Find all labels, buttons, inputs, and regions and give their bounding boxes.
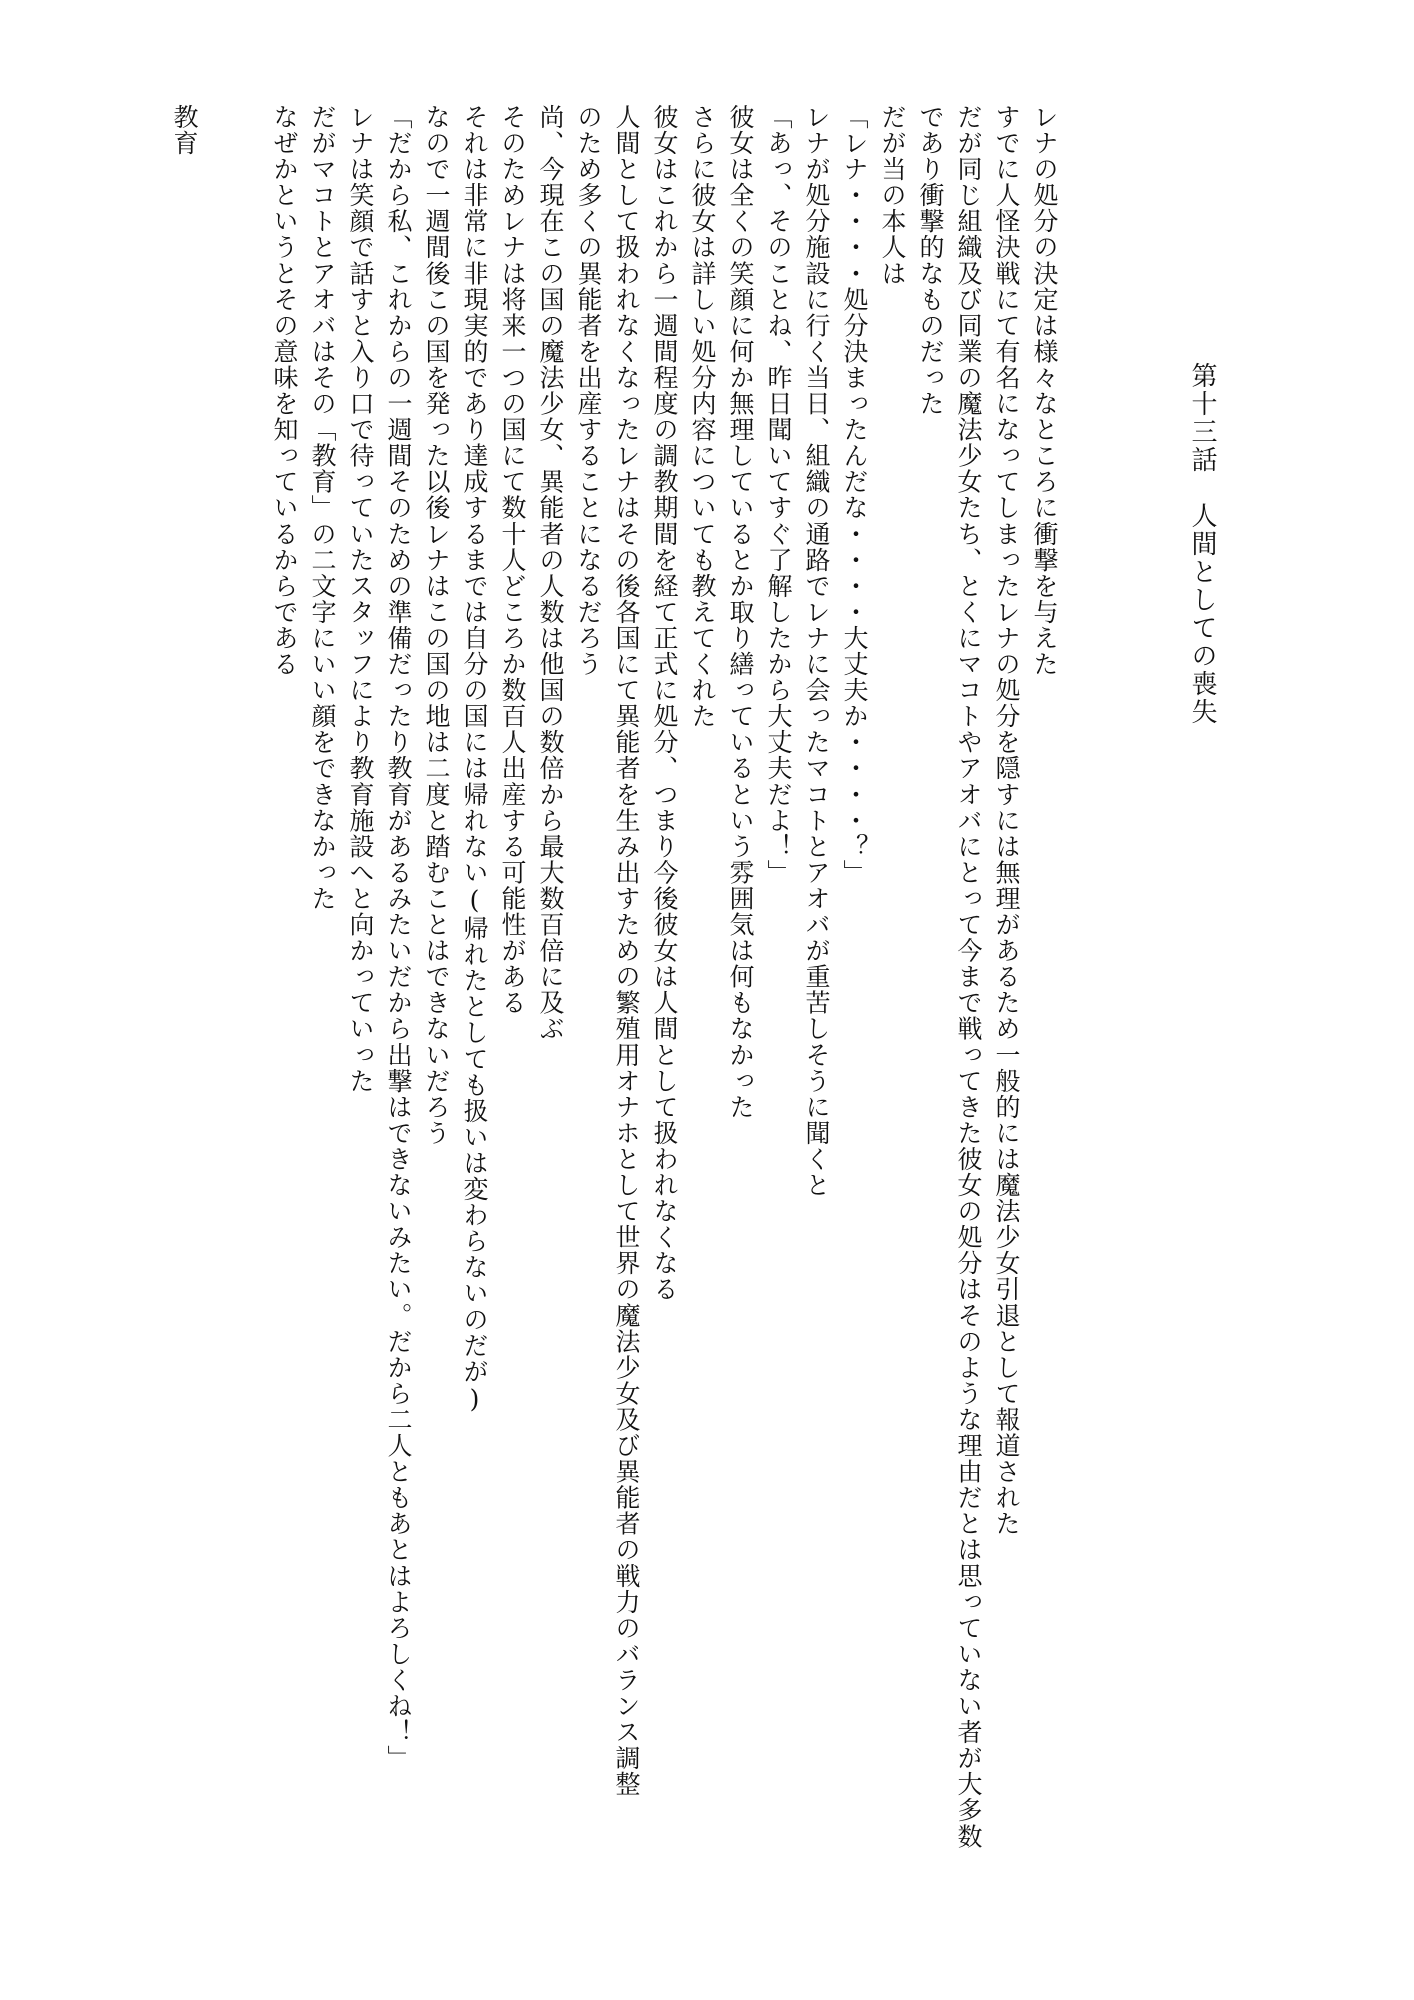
text-line: レナが処分施設に行く当日、組織の通路でレナに会ったマコトとアオバが重苦しそうに聞くと bbox=[802, 104, 831, 1199]
section-heading: 教育 bbox=[170, 104, 199, 157]
text-line: 彼女はこれから一週間程度の調教期間を経て正式に処分、つまり今後彼女は人間として扱われなくなる bbox=[650, 104, 679, 1303]
text-line: なので一週間後この国を発った以後レナはこの国の地は二度と踏むことはできないだろう bbox=[422, 104, 451, 1146]
text-line: 人間として扱われなくなったレナはその後各国にて異能者を生み出すための繁殖用オナホとして世界の魔法少女及び異能者の戦力のバランス調整 bbox=[612, 104, 641, 1798]
text-line: なぜかというとその意味を知っているからである bbox=[270, 104, 299, 678]
text-line: レナは笑顔で話すと入り口で待っていたスタッフにより教育施設へと向かっていった bbox=[346, 104, 375, 1094]
text-line: 尚、今現在この国の魔法少女、異能者の人数は他国の数倍から最大数百倍に及ぶ bbox=[536, 104, 565, 1042]
text-line: のため多くの異能者を出産することになるだろう bbox=[574, 104, 603, 678]
text-line: レナの処分の決定は様々なところに衝撃を与えた bbox=[1030, 104, 1059, 678]
text-line: であり衝撃的なものだった bbox=[916, 104, 945, 417]
chapter-title: 第十三話 人間としての喪失 bbox=[1187, 362, 1217, 726]
dialogue-line: 「あっ、そのことね、昨日聞いてすぐ了解したから大丈夫だよ！」 bbox=[764, 104, 793, 886]
dialogue-line: 「レナ・・・・処分決まったんだな・・・・大丈夫か・・・・？」 bbox=[840, 104, 869, 886]
text-line: だが当の本人は bbox=[878, 104, 907, 287]
text-line: だが同じ組織及び同業の魔法少女たち、とくにマコトやアオバにとって今まで戦ってきた彼女の処分はそのような理由だとは思っていない者が大多数 bbox=[954, 104, 983, 1850]
text-line: それは非常に非現実的であり達成するまでは自分の国には帰れない(帰れたとしても扱いは変わらないのだが) bbox=[460, 104, 489, 1415]
text-line: 彼女は全くの笑顔に何か無理しているとか取り繕っているという雰囲気は何もなかった bbox=[726, 104, 755, 1120]
text-line: そのためレナは将来一つの国にて数十人どころか数百人出産する可能性がある bbox=[498, 104, 527, 1016]
text-line: だがマコトとアオバはその「教育」の二文字にいい顔をできなかった bbox=[308, 104, 337, 912]
text-line: すでに人怪決戦にて有名になってしまったレナの処分を隠すには無理があるため一般的には魔法少女引退として報道された bbox=[992, 104, 1021, 1537]
text-line: さらに彼女は詳しい処分内容についても教えてくれた bbox=[688, 104, 717, 730]
dialogue-line: 「だから私、これからの一週間そのための準備だったり教育があるみたいだから出撃はできないみたい。だから二人ともあとはよろしくね！」 bbox=[384, 104, 413, 1772]
